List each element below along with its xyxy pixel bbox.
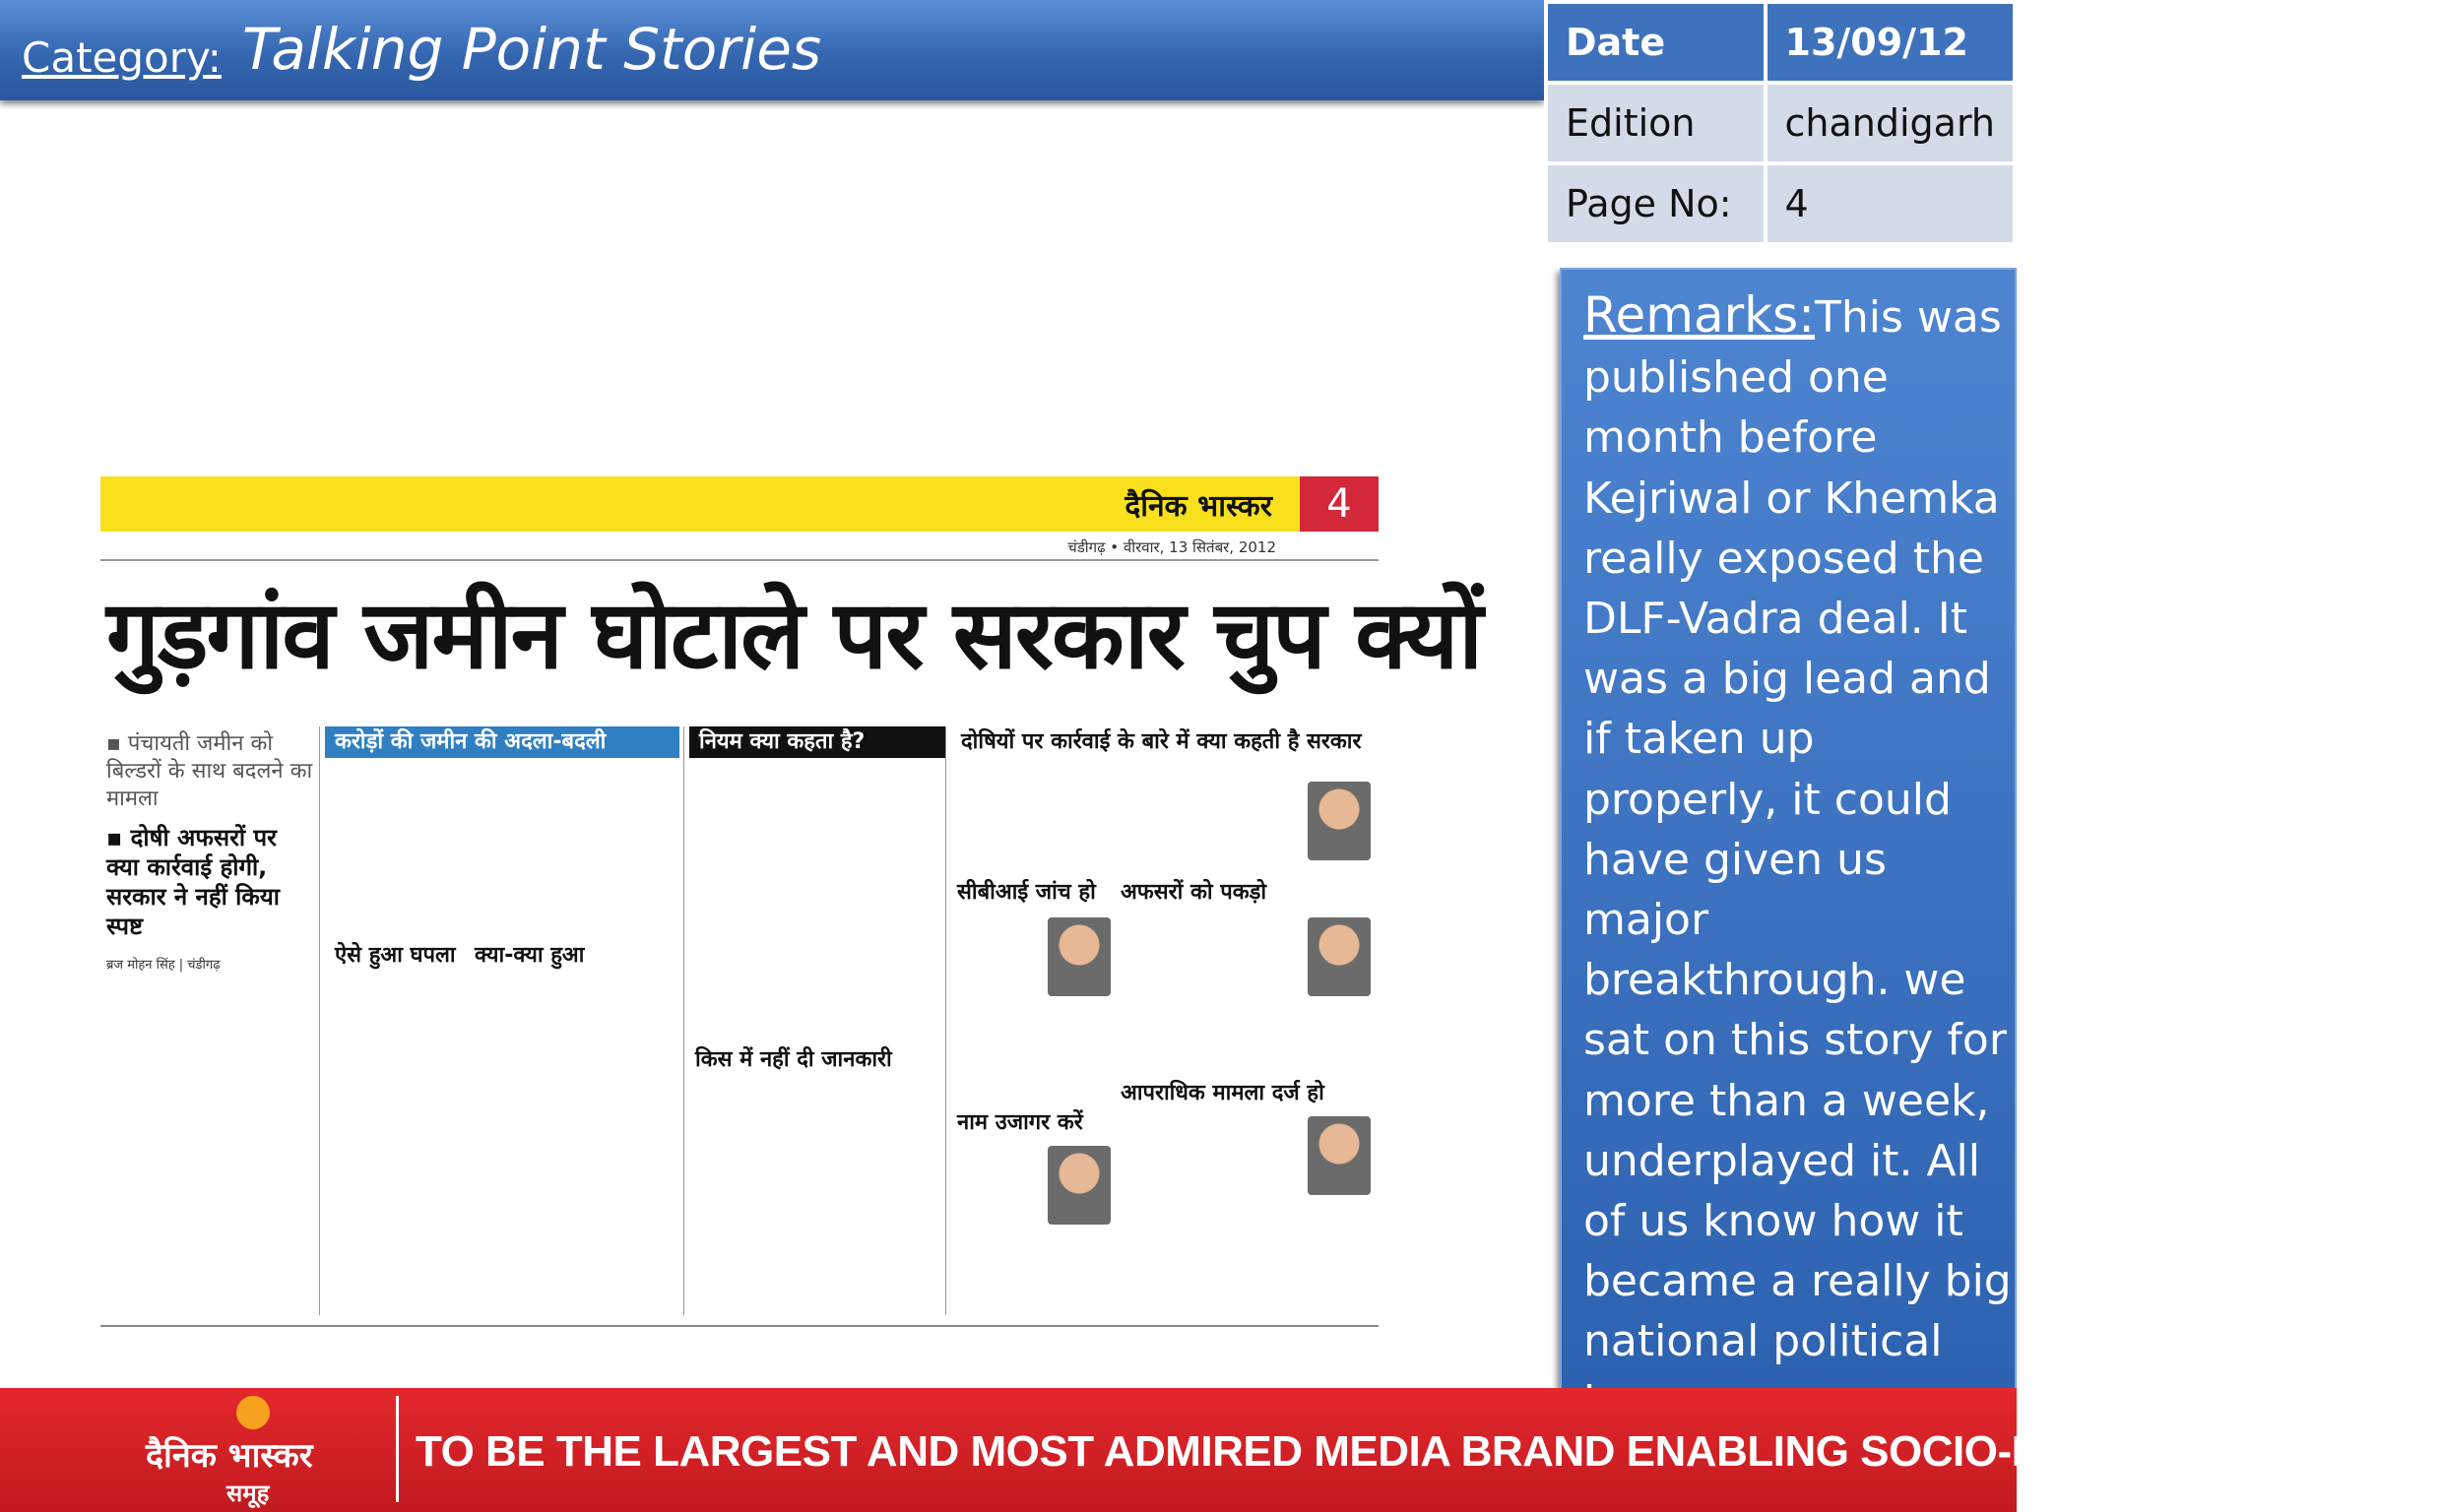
date-label: Date	[1548, 4, 1764, 81]
masthead-bar	[100, 476, 1379, 532]
logo-sun-icon	[236, 1396, 270, 1429]
newspaper-logo: दैनिक भास्कर	[1125, 489, 1272, 524]
remarks-box	[1560, 268, 2017, 1392]
newspaper-headline: गुड़गांव जमीन घोटाले पर सरकार चुप क्यों	[106, 580, 1482, 690]
person-photo	[1048, 917, 1111, 996]
sub-heading: किस में नहीं दी जानकारी	[695, 1047, 892, 1072]
person-photo	[1048, 1146, 1111, 1225]
newspaper-clipping	[100, 476, 1482, 1353]
byline: ब्रज मोहन सिंह | चंडीगढ़	[106, 958, 221, 973]
sub-heading: अफसरों को पकड़ो	[1121, 880, 1267, 905]
footer-tagline: TO BE THE LARGEST AND MOST ADMIRED MEDIA BRAND ENABLING SOCIO-ECONOMIC CHANGE	[416, 1427, 2442, 1476]
bullet-point: ▪ दोषी अफसरों पर क्या कार्रवाई होगी, सरकार ने नहीं किया स्पष्ट	[106, 824, 280, 940]
section-heading: नियम क्या कहता है?	[689, 726, 945, 758]
page-no-label: Page No:	[1548, 165, 1764, 242]
sub-heading: आपराधिक मामला दर्ज हो	[1121, 1081, 1324, 1105]
section-heading: करोड़ों की जमीन की अदला-बदली	[325, 726, 679, 758]
divider	[396, 1396, 399, 1502]
page-no-value: 4	[1767, 165, 2013, 242]
newspaper-page-number: 4	[1300, 476, 1379, 532]
headline-bullets	[106, 730, 313, 986]
category-label: Category:	[22, 33, 222, 82]
section-heading: दोषियों पर कार्रवाई के बारे में क्या कहती है सरकार	[951, 726, 1379, 758]
category-value: Talking Point Stories	[242, 16, 822, 83]
column-divider	[683, 726, 684, 1315]
info-table	[1544, 0, 2017, 246]
edition-value: chandigarh	[1767, 85, 2013, 161]
edition-label: Edition	[1548, 85, 1764, 161]
sub-heading: ऐसे हुआ घपला	[335, 943, 456, 968]
remarks-text: This was published one month before Kejriwal or Khemka really exposed the DLF-Vadra deal. It was a big lead and if taken up properly, it could have given us major breakthrough. we sat on this story for more than a week, underplayed it. All of us know how it became a really big national political	[1583, 292, 2012, 1367]
person-photo	[1308, 782, 1371, 860]
footer-logo-sub: समूह	[226, 1480, 270, 1507]
column-divider	[945, 726, 946, 1315]
sub-heading: नाम उजागर करें	[957, 1110, 1083, 1135]
remarks-label: Remarks:	[1583, 286, 1816, 344]
sub-heading: सीबीआई जांच हो	[957, 880, 1096, 905]
date-value: 13/09/12	[1767, 4, 2013, 81]
footer-logo: दैनिक भास्कर	[146, 1436, 313, 1476]
bullet-point: ▪ पंचायती जमीन को बिल्डरों के साथ बदलने का मामला	[106, 731, 313, 811]
column-divider	[319, 726, 320, 1315]
footer-banner	[0, 1388, 2442, 1512]
person-photo	[1308, 1116, 1371, 1195]
divider	[100, 1325, 1379, 1327]
category-header	[0, 0, 1544, 100]
divider	[100, 559, 1379, 561]
person-photo	[1308, 917, 1371, 996]
sub-heading: क्या-क्या हुआ	[475, 943, 585, 968]
newspaper-dateline: चंडीगढ़ • वीरवार, 13 सितंबर, 2012	[1067, 538, 1276, 556]
